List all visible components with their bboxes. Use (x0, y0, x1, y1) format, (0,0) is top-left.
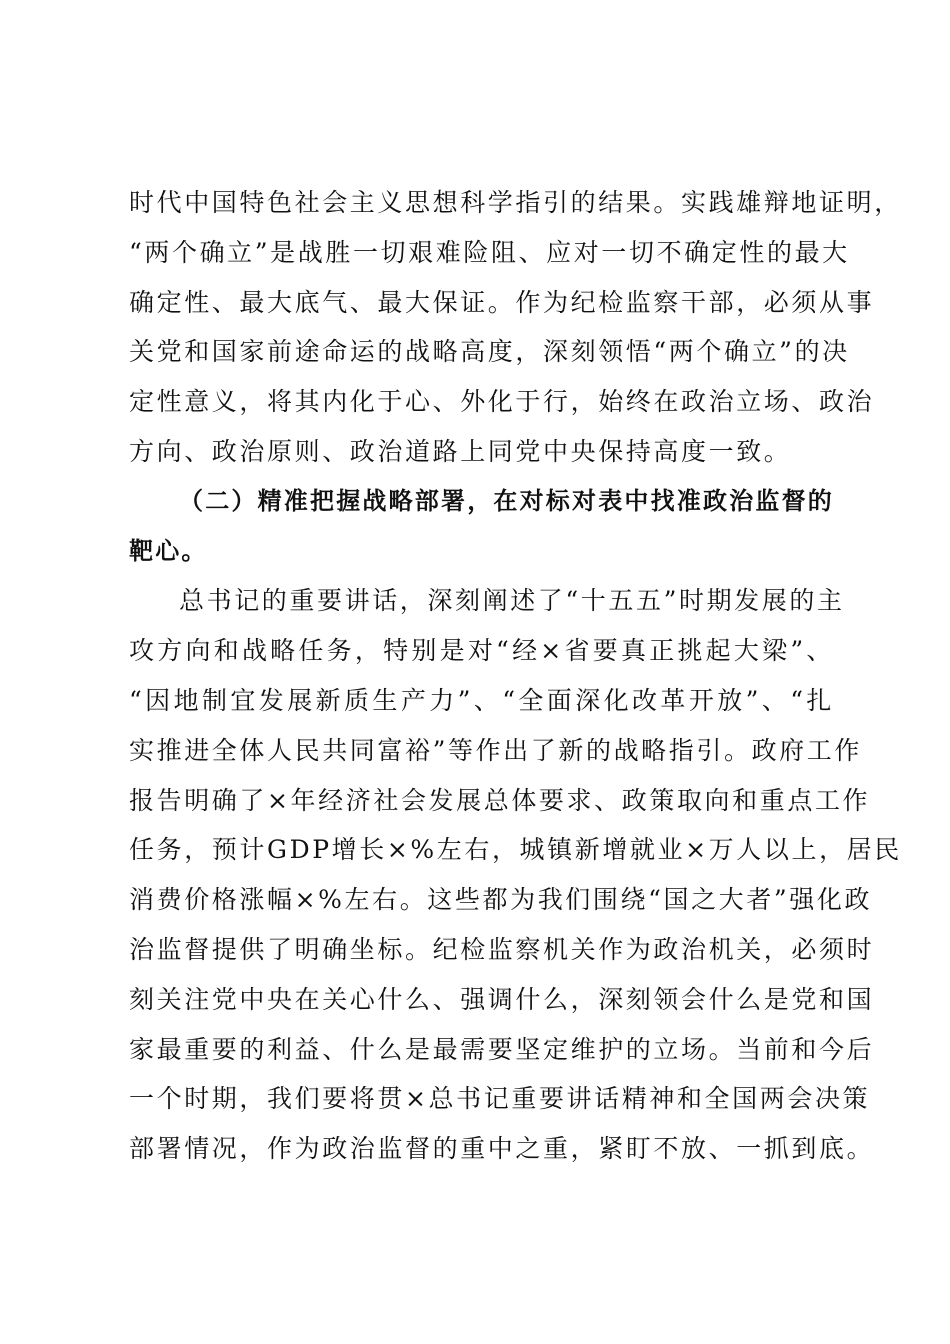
text-line: 攻方向和战略任务，特别是对“经×省要真正挑起大梁”、 (129, 636, 834, 666)
text-line: 部署情况，作为政治监督的重中之重，紧盯不放、一抓到底。 (129, 1134, 875, 1164)
text-line: 关党和国家前途命运的战略高度，深刻领悟“两个确立”的决 (129, 337, 850, 367)
text-line: 家最重要的利益、什么是最需要坚定维护的立场。当前和今后 (129, 1034, 875, 1064)
document-body (129, 178, 902, 1174)
text-line: 定性意义，将其内化于心、外化于行，始终在政治立场、政治 (129, 387, 875, 417)
heading-line: 靶心。 (129, 536, 208, 565)
text-line: 确定性、最大底气、最大保证。作为纪检监察干部，必须从事 (129, 287, 875, 317)
text-line: 时代中国特色社会主义思想科学指引的结果。实践雄辩地证明， (129, 188, 902, 217)
text-line: “因地制宜发展新质生产力”、“全面深化改革开放”、“扎 (129, 685, 834, 715)
section-heading (129, 477, 834, 577)
text-line: 任务，预计GDP增长×%左右，城镇新增就业×万人以上，居民 (129, 835, 902, 865)
paragraph-2 (129, 576, 902, 1174)
text-line: 报告明确了×年经济社会发展总体要求、政策取向和重点工作 (129, 785, 871, 815)
heading-line: （二）精准把握战略部署，在对标对表中找准政治监督的 (179, 486, 834, 515)
text-line: 一个时期，我们要将贯×总书记重要讲话精神和全国两会决策 (129, 1084, 871, 1114)
text-line: 消费价格涨幅×%左右。这些都为我们围绕“国之大者”强化政 (129, 885, 873, 915)
text-line: 总书记的重要讲话，深刻阐述了“十五五”时期发展的主 (179, 586, 845, 616)
text-line: 刻关注党中央在关心什么、强调什么，深刻领会什么是党和国 (129, 984, 875, 1014)
text-line: 实推进全体人民共同富裕”等作出了新的战略指引。政府工作 (129, 735, 862, 765)
paragraph-1 (129, 178, 902, 477)
text-line: 治监督提供了明确坐标。纪检监察机关作为政治机关，必须时 (129, 934, 875, 964)
text-line: 方向、政治原则、政治道路上同党中央保持高度一致。 (129, 436, 792, 466)
text-line: “两个确立”是战胜一切艰难险阻、应对一切不确定性的最大 (129, 237, 850, 267)
